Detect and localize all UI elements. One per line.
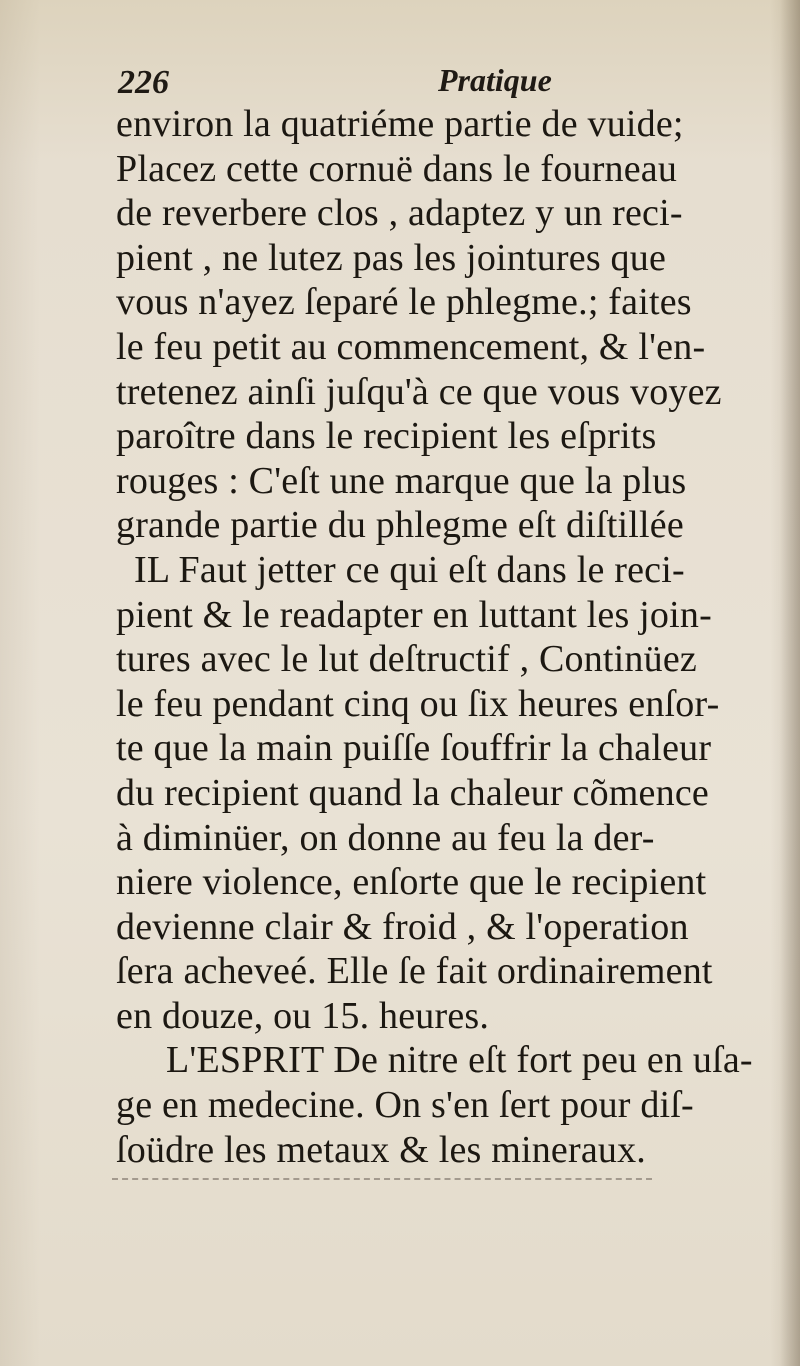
text-line: Placez cette cornuë dans le fourneau xyxy=(116,147,678,190)
text-line: ſera acheveé. Elle ſe fait ordinairement xyxy=(116,950,713,993)
text-line: vous n'ayez ſeparé le phlegme.; faites xyxy=(116,281,692,324)
catchword-rule xyxy=(112,1178,652,1184)
text-line: le feu petit au commencement, & l'en- xyxy=(116,325,706,368)
paragraph-start-line: IL Faut jetter ce qui eſt dans le reci- xyxy=(134,548,685,591)
text-line: environ la quatriéme partie de vuide; xyxy=(116,103,684,145)
text-line: tretenez ainſi juſqu'à ce que vous voyez xyxy=(116,370,722,413)
running-head: Pratique xyxy=(438,62,552,98)
text-line: ſoüdre les metaux & les mineraux. xyxy=(116,1128,647,1171)
text-line: le feu pendant cinq ou ſix heures enſor- xyxy=(116,682,720,725)
text-line: à diminüer, on donne au feu la der- xyxy=(116,816,655,859)
text-line: en douze, ou 15. heures. xyxy=(116,994,490,1037)
page-header xyxy=(118,58,678,106)
text-line: paroître dans le recipient les eſprits xyxy=(116,415,657,458)
text-line: pient , ne lutez pas les jointures que xyxy=(116,236,667,279)
body-text xyxy=(116,102,788,1172)
text-line: grande partie du phlegme eſt diſtillée xyxy=(116,504,684,547)
text-line: du recipient quand la chaleur cõmence xyxy=(116,771,709,814)
text-line: rouges : C'eſt une marque que la plus xyxy=(116,459,687,502)
text-line: de reverbere clos , adaptez y un reci- xyxy=(116,192,683,235)
text-line: tures avec le lut deſtructif , Continüez xyxy=(116,638,697,681)
text-line: te que la main puiſſe ſouffrir la chaleur xyxy=(116,727,712,770)
paragraph-start-line: L'ESPRIT De nitre eſt fort peu en uſa- xyxy=(166,1039,753,1082)
text-line: ge en medecine. On s'en ſert pour diſ- xyxy=(116,1084,694,1127)
text-line: niere violence, enſorte que le recipient xyxy=(116,861,707,904)
text-line: devienne clair & froid , & l'operation xyxy=(116,905,689,948)
text-line: pient & le readapter en luttant les join- xyxy=(116,593,712,636)
page-number: 226 xyxy=(118,64,169,101)
